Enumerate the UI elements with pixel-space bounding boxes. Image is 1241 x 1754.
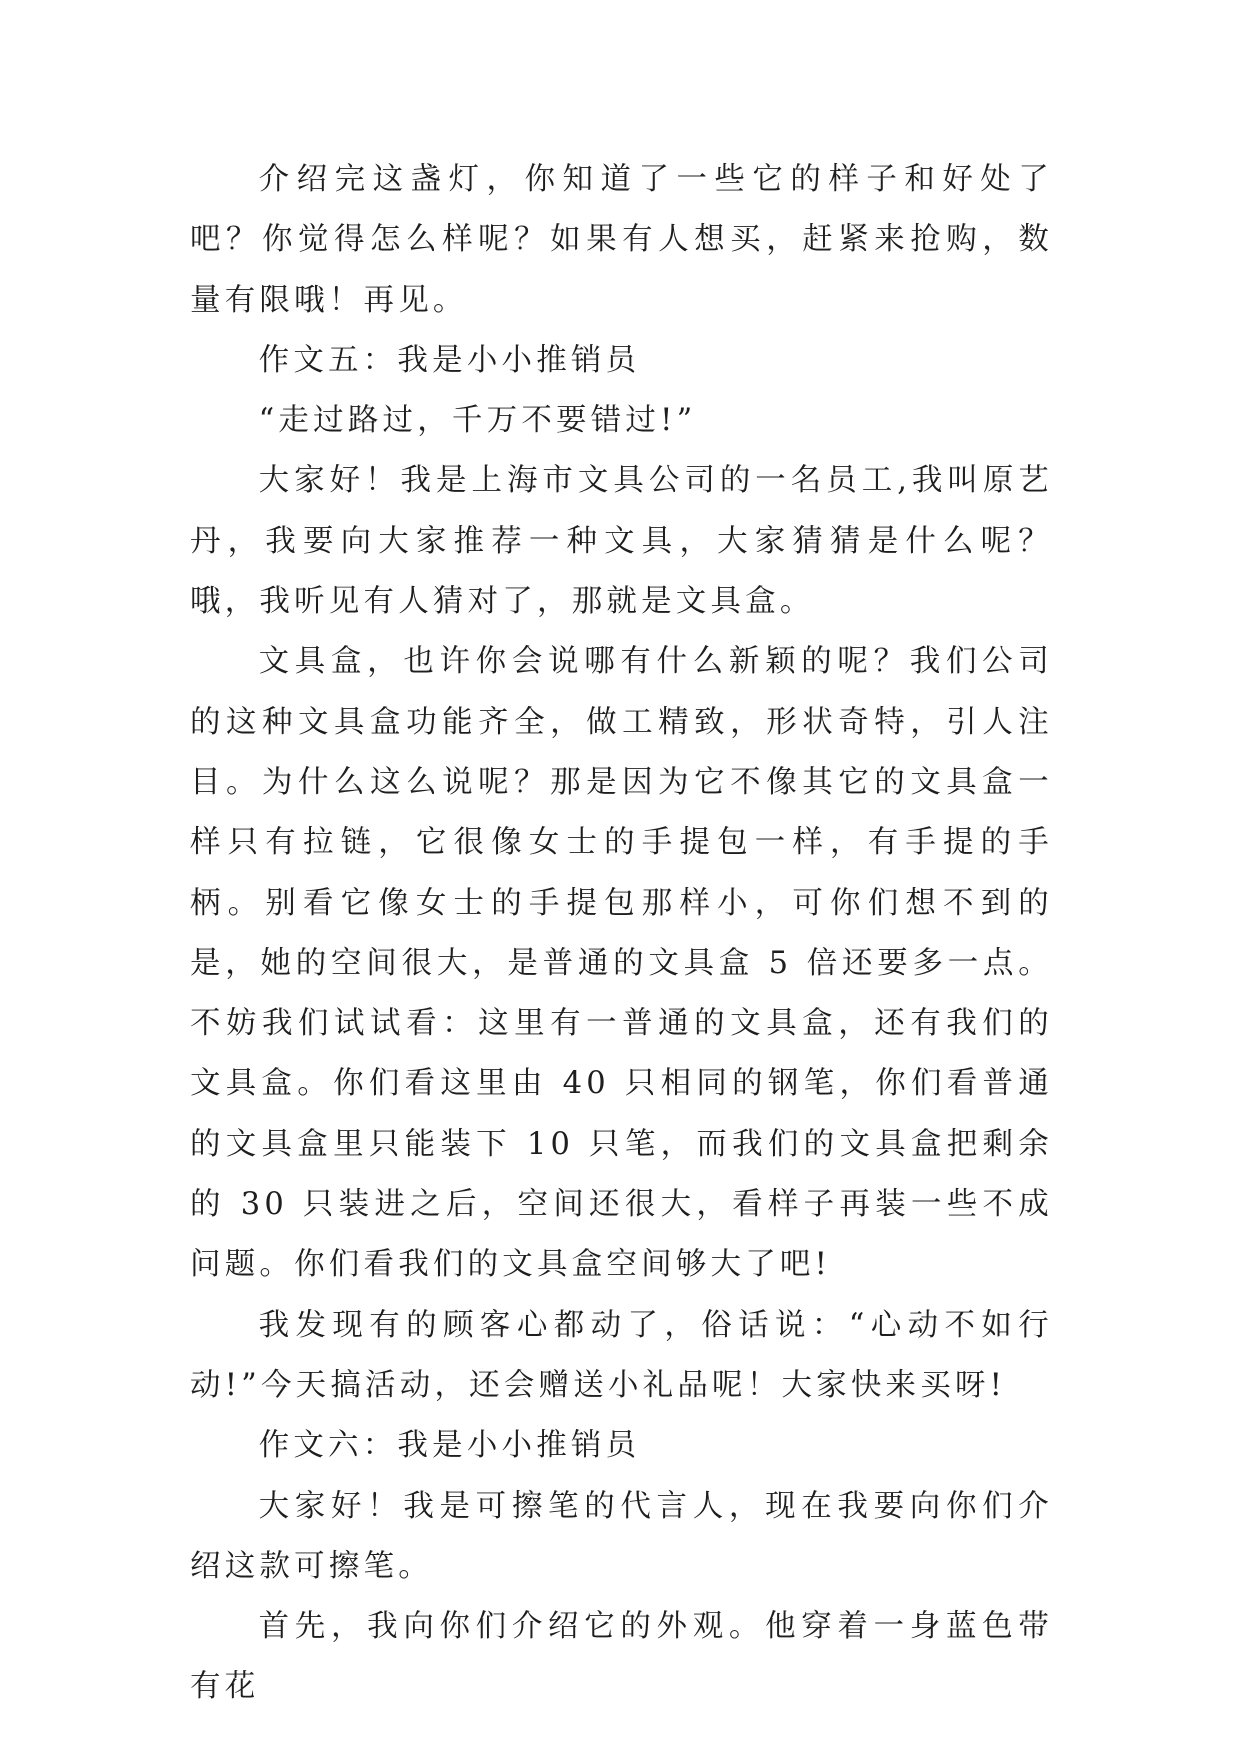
essay-six-body: 首先，我向你们介绍它的外观。他穿着一身蓝色带有花	[190, 1609, 1053, 1705]
paragraph-closing: 介绍完这盏灯，你知道了一些它的样子和好处了吧？你觉得怎么样呢？如果有人想买，赶紧来抢购，数量有限哦！再见。	[190, 162, 1053, 318]
essay-six-title: 作文六：我是小小推销员	[258, 1428, 641, 1464]
essay-five-intro: 大家好！我是上海市文具公司的一名员工,我叫原艺丹，我要向大家推荐一种文具，大家猜猜是什么呢？哦，我听见有人猜对了，那就是文具盒。	[190, 463, 1053, 620]
essay-six-intro: 大家好！我是可擦笔的代言人，现在我要向你们介绍这款可擦笔。	[190, 1488, 1053, 1584]
essay-five-slogan: “走过路过，千万不要错过!”	[258, 403, 697, 439]
essay-five-ending: 我发现有的顾客心都动了，俗话说：“心动不如行动!”今天搞活动，还会赠送小礼品呢！大家快来买呀!	[190, 1307, 1053, 1403]
essay-five-body: 文具盒，也许你会说哪有什么新颖的呢？我们公司的这种文具盒功能齐全，做工精致，形状奇特，引人注目。为什么这么说呢？那是因为它不像其它的文具盒一样只有拉链，它很像女士的手提包一样，有手提的手柄。别看它像女士的手提包那样小，可你们想不到的是，她的空间很大，是普通的文具盒 5 倍还要多一点。不妨我们试试看：这里有一普通的文具盒，还有我们的文具盒。你们看这里由 40 只相同的钢笔，你们看普通的文具盒里只能装下 10 只笔，而我们的文具盒把剩余的 30 只装进之后，空间还很大，看样子再装一些不成问题。你们看我们的文具盒空间够大了吧!	[190, 644, 1053, 1283]
document-page	[190, 150, 1053, 1718]
essay-five-title: 作文五：我是小小推销员	[258, 342, 641, 378]
